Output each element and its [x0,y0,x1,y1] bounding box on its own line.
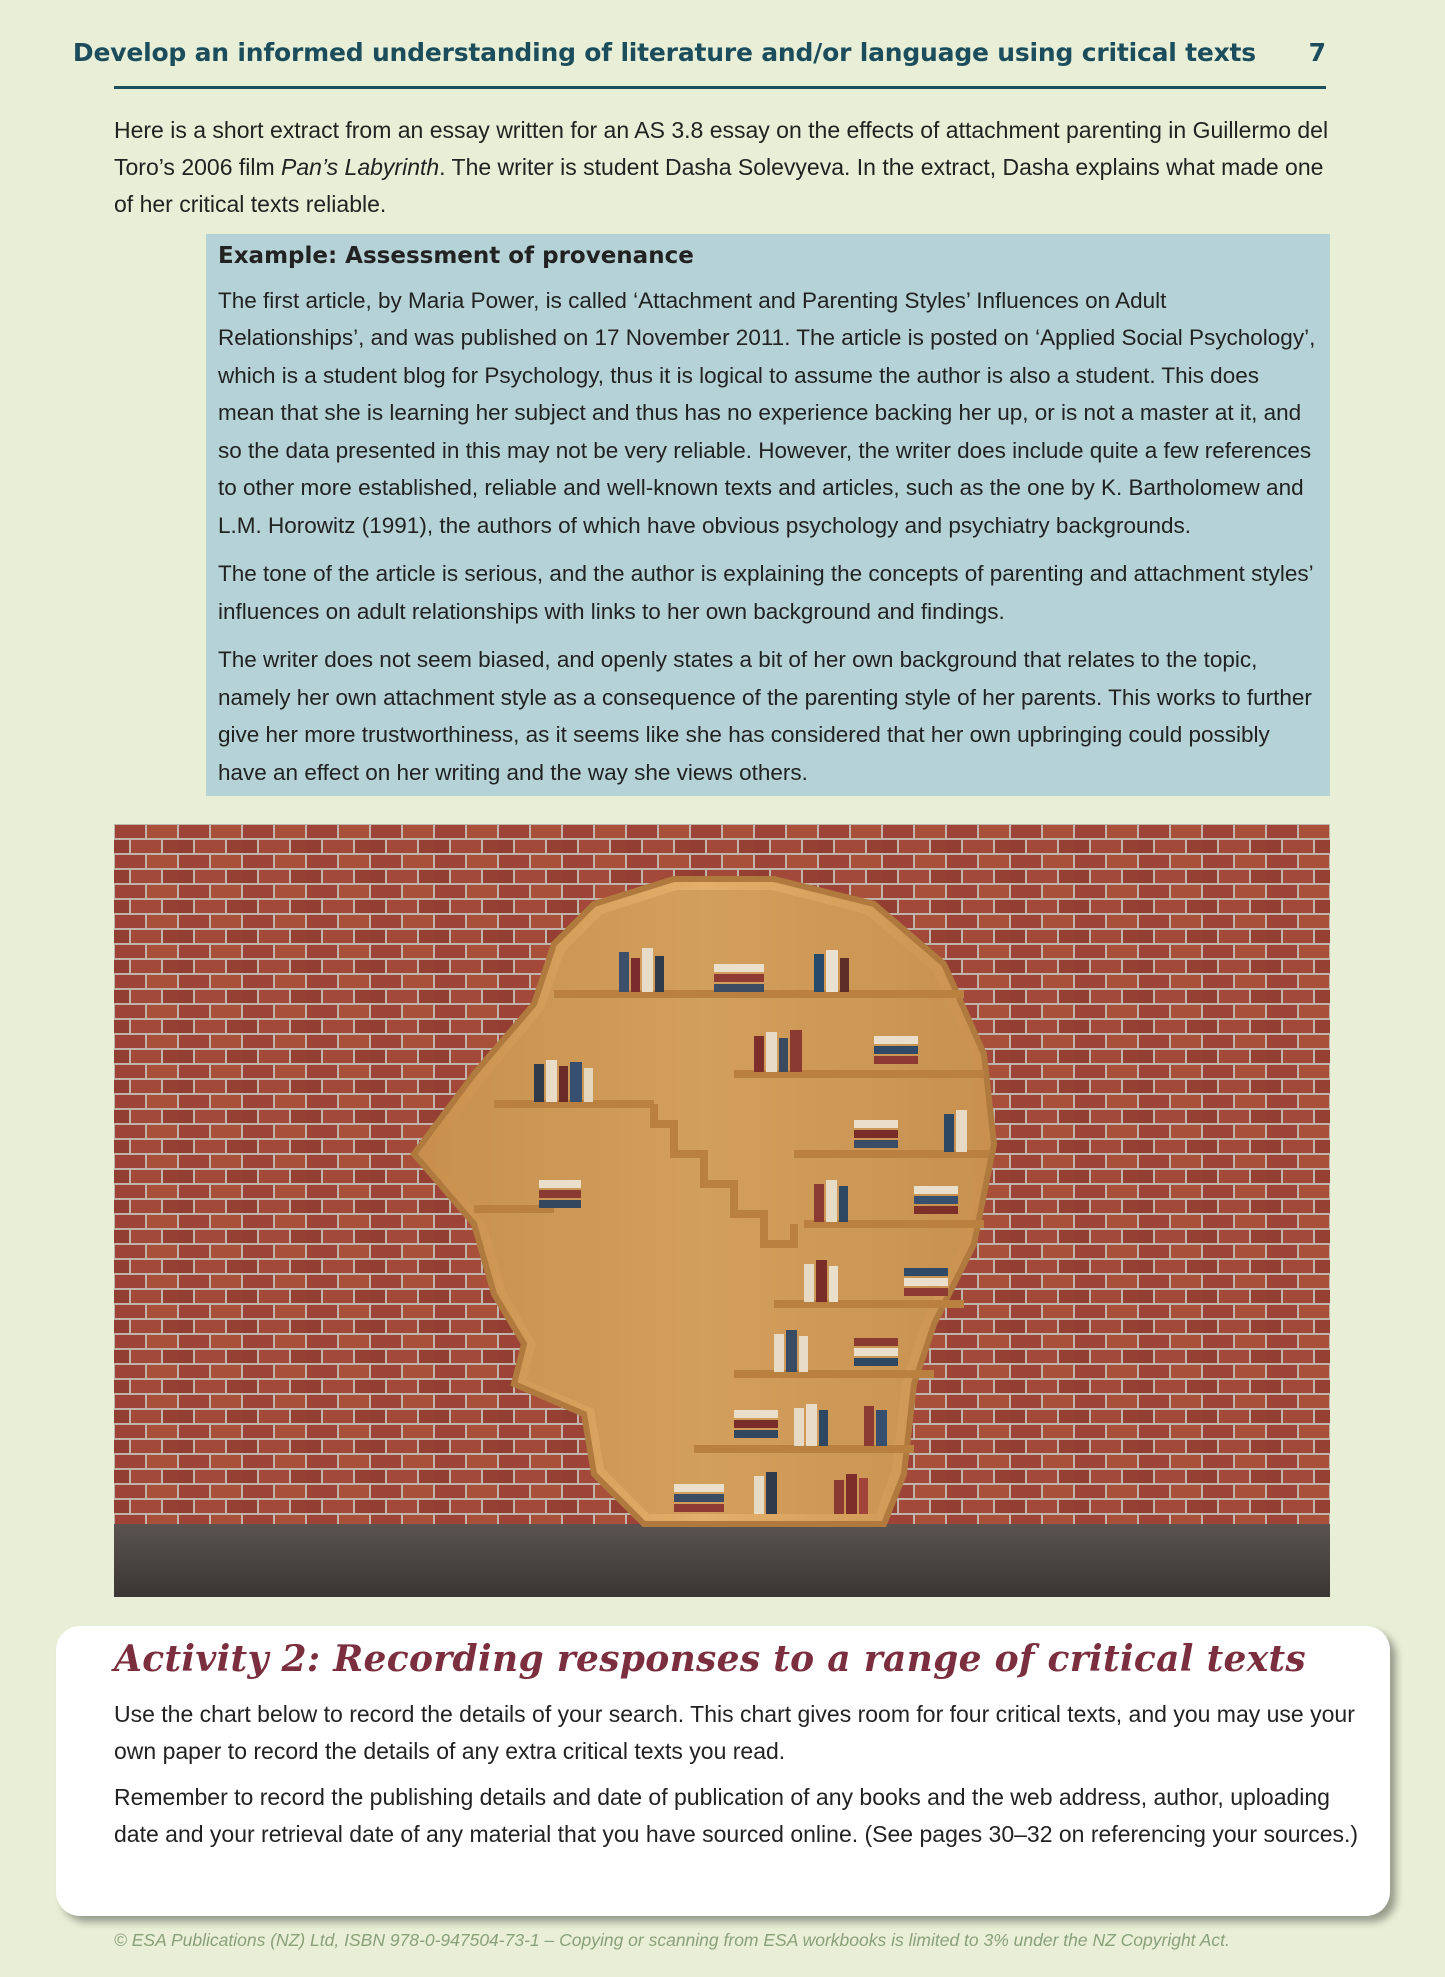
head-bookshelf-illustration [114,824,1330,1597]
example-paragraph-3: The writer does not seem biased, and openly states a bit of her own background that relates to the topic, namely her own attachment style as a consequence of the parenting style of her parents. This works to further give her more trustworthiness, as it seems like she has considered that her own upbringing could possibly have an effect on her writing and the way she views others. [218,647,1312,785]
page-number: 7 [1308,38,1326,67]
example-title: Example: Assessment of provenance [218,243,694,269]
film-title: Pan’s Labyrinth [281,154,440,180]
example-paragraph-2: The tone of the article is serious, and the author is explaining the concepts of parenting and attachment styles’ influences on adult relationships with links to her own background and findings. [218,561,1313,624]
header-title: Develop an informed understanding of literature and/or language using critical texts [72,38,1256,67]
activity-title: Activity 2: Recording responses to a range of critical texts [114,1638,1306,1680]
example-paragraph-1: The first article, by Maria Power, is called ‘Attachment and Parenting Styles’ Influences on Adult Relationships’, and was published on 17 November 2011. The article is posted on ‘Applied Social Psychology’, which is a student blog for Psychology, thus it is logical to assume the author is also a student. This does mean that she is learning her subject and thus has no experience backing her up, or is not a master at it, and so the data presented in this may not be very reliable. However, the writer does include quite a few references to other more established, reliable and well-known texts and articles, such as the one by K. Bartholomew and L.M. Horowitz (1991), the authors of which have obvious psychology and psychiatry backgrounds. [218,287,1316,538]
example-box [206,234,1330,796]
activity-paragraph-1: Use the chart below to record the details of your search. This chart gives room for four critical texts, and you may use your own paper to record the details of any extra critical texts you read. [114,1701,1355,1764]
copyright-footer: © ESA Publications (NZ) Ltd, ISBN 978-0-947504-73-1 – Copying or scanning from ESA workbooks is limited to 3% under the NZ Copyright Act. [114,1930,1230,1950]
activity-paragraph-2: Remember to record the publishing details and date of publication of any books and the web address, author, uploading date and your retrieval date of any material that you have sourced online. (See pages 30–32 on referencing your sources.) [114,1784,1359,1847]
page-header [72,32,1326,89]
activity-card [56,1626,1390,1916]
head-bookshelf-figure [114,824,1330,1597]
intro-text-after: . The writer is student Dasha Solevyeva. In the extract, Dasha explains what made one of her critical texts reliable. [114,154,1324,217]
intro-text-before: Here is a short extract from an essay written for an AS 3.8 essay on the effects of attachment parenting in Guillermo del Toro’s 2006 film [114,117,1329,180]
intro-paragraph [114,112,1334,223]
activity-body [114,1696,1364,1862]
